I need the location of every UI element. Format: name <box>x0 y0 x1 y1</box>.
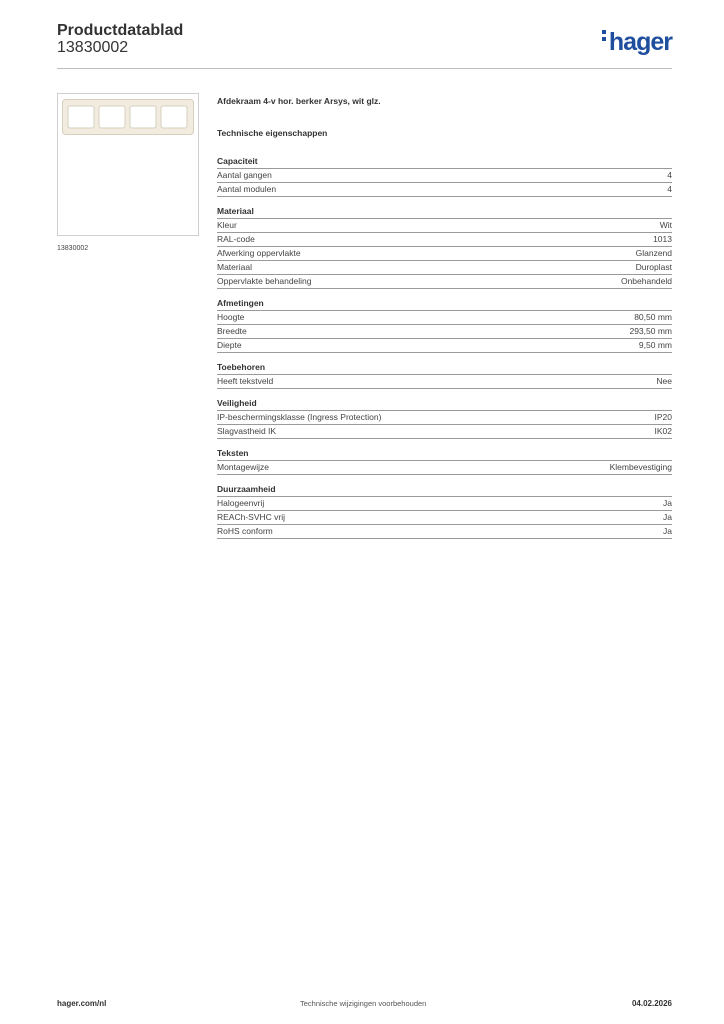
spec-label: Afwerking oppervlakte <box>217 248 301 258</box>
spec-row <box>217 375 672 389</box>
spec-label: Oppervlakte behandeling <box>217 276 312 286</box>
spec-value: Ja <box>663 498 672 508</box>
spec-row <box>217 233 672 247</box>
spec-group <box>217 484 672 539</box>
spec-row <box>217 497 672 511</box>
spec-value: 80,50 mm <box>634 312 672 322</box>
spec-row <box>217 325 672 339</box>
spec-value: 4 <box>667 184 672 194</box>
spec-group <box>217 398 672 439</box>
spec-label: Materiaal <box>217 262 252 272</box>
group-title: Afmetingen <box>217 298 672 311</box>
spec-row <box>217 425 672 439</box>
hager-logo <box>602 28 672 57</box>
group-title: Veiligheid <box>217 398 672 411</box>
spec-row <box>217 247 672 261</box>
spec-group <box>217 362 672 389</box>
article-number: 13830002 <box>57 39 129 56</box>
section-heading: Technische eigenschappen <box>217 128 328 138</box>
group-title: Materiaal <box>217 206 672 219</box>
spec-label: RoHS conform <box>217 526 273 536</box>
logo-text: hager <box>608 28 672 56</box>
spec-row <box>217 461 672 475</box>
group-title: Toebehoren <box>217 362 672 375</box>
spec-value: Ja <box>663 512 672 522</box>
spec-value: Glanzend <box>635 248 672 258</box>
spec-row <box>217 511 672 525</box>
spec-value: IP20 <box>654 412 672 422</box>
spec-group <box>217 298 672 353</box>
spec-value: 4 <box>667 170 672 180</box>
spec-row <box>217 311 672 325</box>
group-title: Duurzaamheid <box>217 484 672 497</box>
spec-label: IP-beschermingsklasse (Ingress Protection) <box>217 412 382 422</box>
header-divider <box>57 68 672 69</box>
spec-label: Aantal gangen <box>217 170 272 180</box>
spec-label: Halogeenvrij <box>217 498 265 508</box>
spec-value: Nee <box>656 376 672 386</box>
product-description: Afdekraam 4-v hor. berker Arsys, wit glz. <box>217 96 381 106</box>
spec-label: RAL-code <box>217 234 255 244</box>
spec-label: Slagvastheid IK <box>217 426 277 436</box>
spec-value: Ja <box>663 526 672 536</box>
spec-groups <box>217 156 672 539</box>
spec-row <box>217 219 672 233</box>
spec-value: IK02 <box>654 426 672 436</box>
spec-row <box>217 169 672 183</box>
footer-website[interactable]: hager.com/nl <box>57 999 107 1008</box>
spec-value: 293,50 mm <box>629 326 672 336</box>
spec-label: Breedte <box>217 326 247 336</box>
spec-group <box>217 448 672 475</box>
spec-row <box>217 411 672 425</box>
spec-row <box>217 275 672 289</box>
spec-value: 1013 <box>653 234 672 244</box>
spec-label: Montagewijze <box>217 462 269 472</box>
spec-row <box>217 525 672 539</box>
spec-label: Diepte <box>217 340 242 350</box>
group-title: Capaciteit <box>217 156 672 169</box>
spec-value: Wit <box>659 220 672 230</box>
cover-frame-icon <box>62 99 194 135</box>
spec-label: Aantal modulen <box>217 184 277 194</box>
spec-group <box>217 156 672 197</box>
spec-label: REACh-SVHC vrij <box>217 512 286 522</box>
spec-label: Kleur <box>217 220 237 230</box>
logo-colon-icon <box>602 30 607 44</box>
spec-label: Hoogte <box>217 312 245 322</box>
spec-row <box>217 339 672 353</box>
spec-row <box>217 183 672 197</box>
spec-value: Onbehandeld <box>620 276 672 286</box>
product-image <box>57 93 199 236</box>
spec-value: Duroplast <box>635 262 672 272</box>
spec-value: Klembevestiging <box>609 462 672 472</box>
spec-content <box>217 96 672 548</box>
image-caption: 13830002 <box>57 245 89 252</box>
footer-date: 04.02.2026 <box>631 999 672 1008</box>
footer-notice: Technische wijzigingen voorbehouden <box>300 999 427 1008</box>
spec-group <box>217 206 672 289</box>
page-title: Productdatablad <box>57 22 184 39</box>
spec-value: 9,50 mm <box>638 340 672 350</box>
spec-row <box>217 261 672 275</box>
spec-label: Heeft tekstveld <box>217 376 274 386</box>
group-title: Teksten <box>217 448 672 461</box>
